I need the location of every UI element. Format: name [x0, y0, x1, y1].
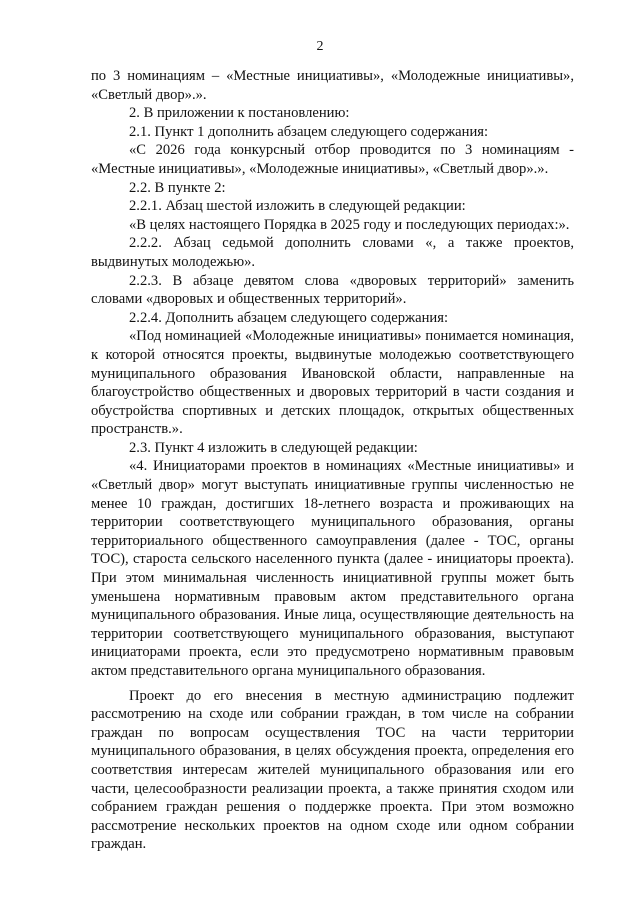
paragraph-item-2-2-4: 2.2.4. Дополнить абзацем следующего содержания: — [129, 309, 449, 326]
page-number: 2 — [316, 39, 324, 54]
paragraph-quote-2-3: «4. Инициаторами проектов в номинациях «Местные инициативы» и «Светлый двор» могут выступать инициативные группы численностью не менее 10 граждан, достигших 18-летнего возраста и проживающих на территории соответствующего муниципального образования, органы территориального общественного самоуправления (далее - ТОС, органы ТОС), староста сельского населенного пункта (далее - инициаторы проекта). При этом минимальная численность инициативной группы может быть уменьшена нормативным правовым актом представительного органа муниципального образования. Иные лица, осуществляющие деятельность на территории соответствующего муниципального образования, выступают инициаторами проекта, если это предусмотрено нормативным правовым актом представительного органа муниципального образования. — [91, 458, 574, 679]
paragraph-quote-2-1: «С 2026 года конкурсный отбор проводится по 3 номинациям - «Местные инициативы», «Молодежные инициативы», «Светлый двор».». — [91, 142, 574, 177]
document-body — [91, 67, 574, 854]
paragraph-item-2: 2. В приложении к постановлению: — [129, 105, 350, 122]
paragraph-quote-2-2-4: «Под номинацией «Молодежные инициативы» понимается номинация, к которой относятся проекты, выдвинутые молодежью соответствующего муниципального образования Ивановской области, направленные на благоустройство общественных и дворовых территорий в части создания и обустройства спортивных и детских площадок, открытых общественных пространств.». — [91, 328, 574, 438]
paragraph-item-2-2-2: 2.2.2. Абзац седьмой дополнить словами «, а также проектов, выдвинутых молодежью». — [91, 235, 574, 270]
paragraph-quote-2-2-1: «В целях настоящего Порядка в 2025 году и последующих периодах:». — [129, 216, 570, 233]
paragraph-item-2-2: 2.2. В пункте 2: — [129, 179, 226, 196]
paragraph-item-2-2-1: 2.2.1. Абзац шестой изложить в следующей редакции: — [129, 198, 466, 215]
paragraph-item-2-2-3: 2.2.3. В абзаце девятом слова «дворовых территорий» заменить словами «дворовых и общественных территорий». — [91, 272, 574, 308]
paragraph-continuation: по 3 номинациям – «Местные инициативы», «Молодежные инициативы», «Светлый двор».». — [91, 68, 574, 103]
paragraph-item-2-3: 2.3. Пункт 4 изложить в следующей редакции: — [129, 439, 418, 456]
paragraph-project-review: Проект до его внесения в местную администрацию подлежит рассмотрению на сходе или собрании граждан, в том числе на собрании граждан по вопросам осуществления ТОС на части территории муниципального образования, в целях обсуждения проекта, определения его соответствия интересам жителей муниципального образования или его части, целесообразности реализации проекта, а также принятия сходом или собранием граждан решения о поддержке проекта. При этом возможно рассмотрение нескольких проектов на одном сходе или одном собрании граждан. — [91, 687, 574, 853]
paragraph-item-2-1: 2.1. Пункт 1 дополнить абзацем следующего содержания: — [129, 123, 489, 140]
